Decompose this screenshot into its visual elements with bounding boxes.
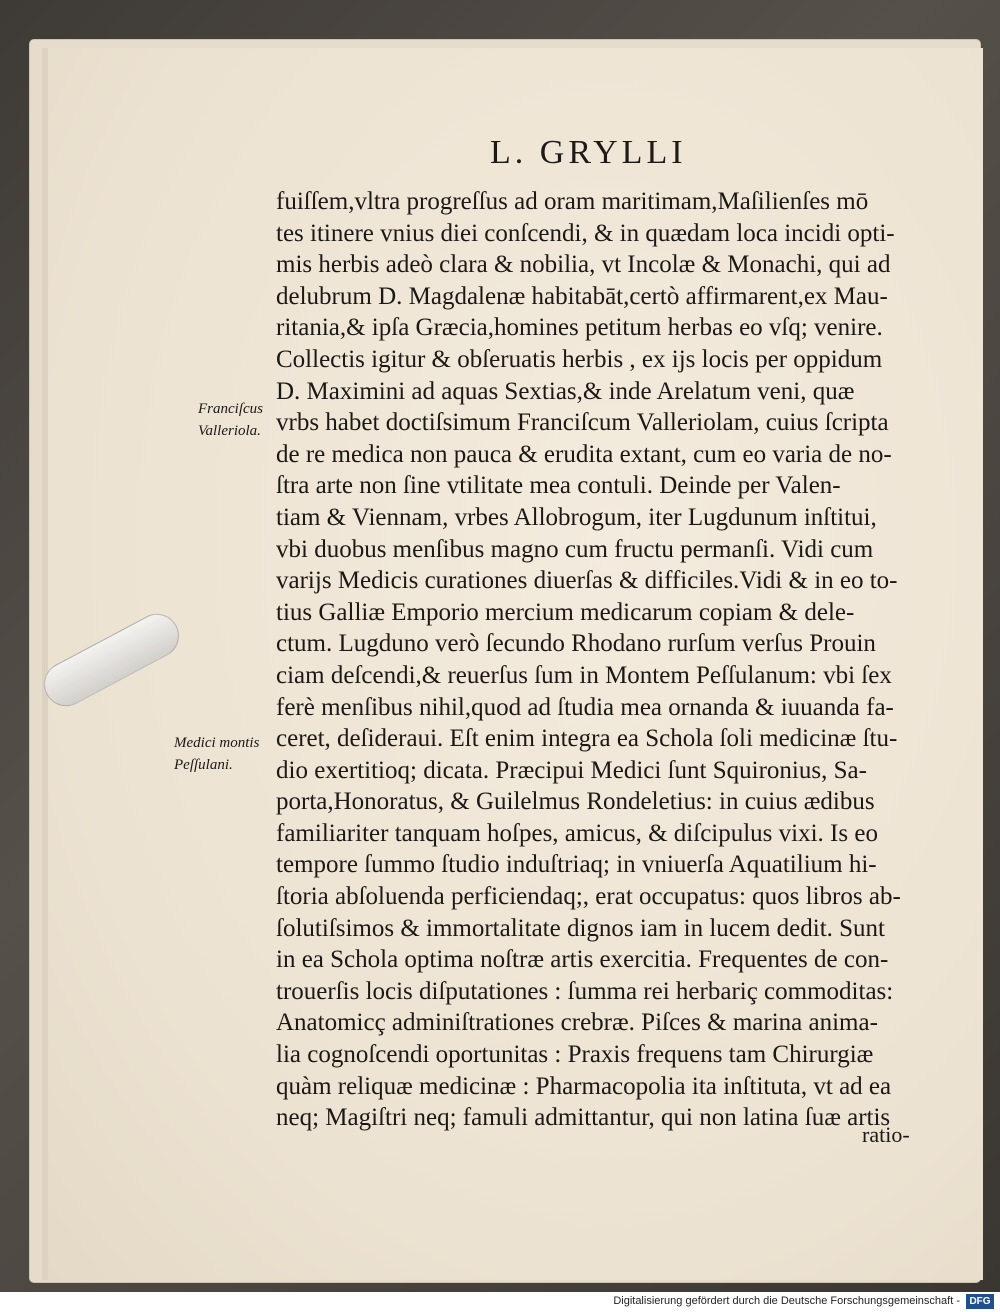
text-line: ciam deſcendi,& reuerſus ſum in Montem Peſſulanum: vbi ſex: [276, 661, 892, 689]
dfg-logo: DFG: [966, 1294, 994, 1309]
glass-page-holder: [36, 606, 186, 714]
text-line: quàm reliquæ medicinæ : Pharmacopolia ita inſtituta, vt ad ea: [276, 1072, 892, 1100]
footer-credit: Digitalisierung gefördert durch die Deutsche Forschungsgemeinschaft -: [613, 1295, 960, 1307]
text-line: ceret, deſideraui. Eſt enim integra ea Schola ſoli medicinæ ſtu-: [276, 725, 898, 753]
text-line: dio exertitioq; dicata. Præcipui Medici ſunt Squironius, Sa-: [276, 756, 867, 784]
text-line: lia cognoſcendi oportunitas : Praxis frequens tam Chirurgiæ: [276, 1041, 874, 1069]
text-line: ſtoria abſoluenda perficiendaq;, erat occupatus: quos libros ab-: [276, 883, 901, 911]
text-line: ferè menſibus nihil,quod ad ſtudia mea ornanda & iuuanda fa-: [276, 693, 894, 721]
text-line: ſolutiſsimos & immortalitate dignos iam in lucem dedit. Sunt: [276, 914, 885, 942]
text-line: delubrum D. Magdalenæ habitabāt,certò affirmarent,ex Mau-: [276, 282, 888, 310]
text-line: tiam & Viennam, vrbes Allobrogum, iter Lugdunum inſtitui,: [276, 503, 877, 531]
body-text: [276, 186, 936, 1134]
text-line: Anatomicç adminiſtrationes crebræ. Piſces & marina anima-: [276, 1009, 878, 1037]
text-line: D. Maximini ad aquas Sextias,& inde Arelatum veni, quæ: [276, 377, 855, 405]
text-line: in ea Schola optima noſtræ artis exercitia. Frequentes de con-: [276, 946, 889, 974]
text-line: porta,Honoratus, & Guilelmus Rondeletius: in cuius ædibus: [276, 788, 875, 816]
text-line: vbi duobus menſibus magno cum fructu permanſi. Vidi cum: [276, 535, 874, 563]
margin-note-valleriola: [198, 398, 263, 442]
text-line: familiariter tanquam hoſpes, amicus, & diſcipulus vixi. Is eo: [276, 819, 878, 847]
text-line: ritania,& ipſa Græcia,homines petitum herbas eo vſq; venire.: [276, 314, 883, 342]
text-line: Collectis igitur & obſeruatis herbis , ex ijs locis per oppidum: [276, 345, 883, 373]
text-line: vrbs habet doctiſsimum Franciſcum Valleriolam, cuius ſcripta: [276, 409, 889, 437]
text-line: ſtra arte non ſine vtilitate mea contuli. Deinde per Valen-: [276, 472, 841, 500]
margin-note-line: Medici montis: [174, 735, 260, 751]
running-head: L. GRYLLI: [490, 134, 687, 171]
margin-note-medici: [174, 732, 259, 776]
catchword: ratio-: [862, 1122, 910, 1147]
text-line: mis herbis adeò clara & nobilia, vt Incolæ & Monachi, qui ad: [276, 251, 891, 279]
text-line: tius Galliæ Emporio mercium medicarum copiam & dele-: [276, 598, 855, 626]
margin-note-line: Franciſcus: [198, 401, 263, 417]
text-line: de re medica non pauca & erudita extant, cum eo varia de no-: [276, 440, 892, 468]
text-line: neq; Magiſtri neq; famuli admittantur, qui non latina ſuæ artis: [276, 1104, 891, 1132]
text-line: tes itinere vnius diei conſcendi, & in quædam loca incidi opti-: [276, 219, 895, 247]
margin-note-line: Peſſulani.: [174, 757, 233, 773]
text-line: trouerſis locis diſputationes : ſumma rei herbariç commoditas:: [276, 977, 894, 1005]
text-line: ctum. Lugduno verò ſecundo Rhodano rurſum verſus Prouin: [276, 630, 876, 658]
text-line: tempore ſummo ſtudio induſtriaq; in vniuerſa Aquatilium hi-: [276, 851, 877, 879]
margin-note-line: Valleriola.: [198, 423, 261, 439]
text-line: fuiſſem,vltra progreſſus ad oram maritimam,Maſilienſes mō: [276, 188, 869, 215]
text-line: varijs Medicis curationes diuerſas & difficiles.Vidi & in eo to-: [276, 567, 898, 595]
